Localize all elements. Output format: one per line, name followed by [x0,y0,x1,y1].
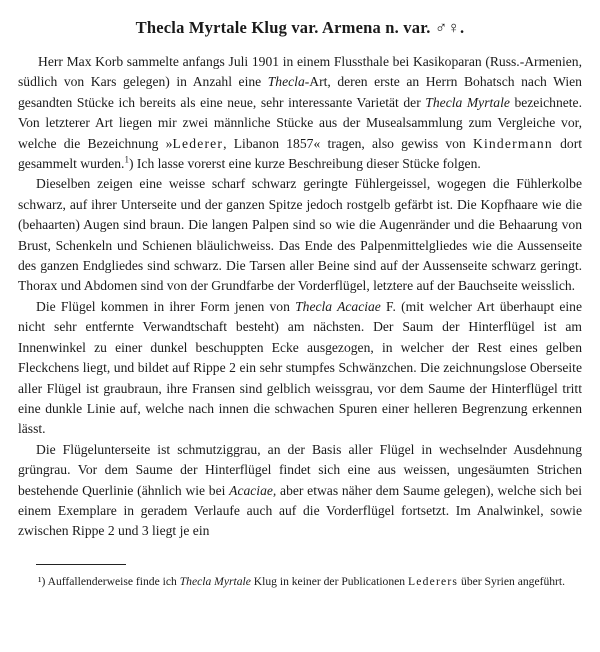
p1-text-b: -Art, deren erste an Herrn Bohatsch nach Wien gesandten Stücke ich bereits als eine neue, sehr interessante Varietät der [18,74,582,110]
p3-italic-thecla-acaciae: Thecla Acaciae [295,298,381,314]
p1-text-c: bezeichnete. Von letzterer Art liegen mir zwei männliche Stücke aus der Musealsammlung zum Vergleiche vor, welche die Bezeichnung » [18,94,582,151]
paragraph-2: Dieselben zeigen eine weisse scharf schwarz geringte Fühlergeissel, wogegen die Fühlerkolbe schwarz, auf ihrer Unterseite und der ganzen Spitze jedoch rostgelb gefärbt ist. Die Kopfhaare wie die (behaarten) Augen sind braun. Die langen Palpen sind so wie die Augenränder und die Behaarung von Brust, Schenkeln und Schienen bläulichweiss. Das Ende des Palpenmittelgliedes wie die Aussenseite des ganzen Endgliedes sind schwarz. Die Tarsen aller Beine sind auf der Aussenseite schwarz geringt. Thorax und Abdomen sind von der Grundfarbe der Vorderflügel, letztere auf der Bauchseite weisslich. [18,176,582,294]
title-author: Klug var. [251,18,319,37]
paragraph-1 [18,52,582,174]
article-title [18,18,582,38]
paragraph-4 [18,440,582,542]
title-variety: Armena [322,18,381,37]
p1-spaced-lederer: Lederer [172,135,224,151]
footnote-italic-thecla-myrtale: Thecla Myrtale [179,574,251,588]
p3-text-a: Die Flügel kommen in ihrer Form jenen von [36,298,296,314]
p4-italic-acaciae: Acaciae, [229,482,277,498]
paragraph-3 [18,297,582,440]
p1-text-d: , Libanon 1857« tragen, also gewiss von [223,135,473,151]
p1-italic-thecla: Thecla [267,74,305,90]
footnote-text-b: Klug in keiner der Publicationen [250,574,408,588]
footnote-spaced-lederers: Lederers [407,574,459,588]
p1-italic-thecla-myrtale: Thecla Myrtale [425,94,510,110]
footnote-reference: 1 [124,154,129,165]
footnote-divider [36,564,126,565]
footnote [18,573,582,590]
title-rest: n. var. ♂♀. [385,18,465,37]
p1-text-e: dort gesammelt wurden. [18,135,582,172]
footnote-text-c: über Syrien angeführt. [458,574,566,588]
p1-text-f: ) Ich lasse vorerst eine kurze Beschreibung dieser Stücke folgen. [128,156,481,172]
p4-text-a: Die Flügelunterseite ist schmutziggrau, an der Basis aller Flügel in wechselnder Ausdehnung grüngrau. Vor dem Saume der Hinterflügel findet sich eine aus weissen, ungesäumten Strichen bestehende Querlinie (ähnlich wie bei [18,441,582,498]
p1-text-a: Herr Max Korb sammelte anfangs Juli 1901 in einem Flussthale bei Kasikoparan (Russ.-Armenien, südlich von Kars gelegen) in Anzahl eine [18,54,582,90]
p4-text-b: aber etwas näher dem Saume gelegen), welche sich bei einem Exemplare in geradem Verlaufe auch auf die Vorderflügel fortsetzt. Im Analwinkel, sowie zwischen Rippe 2 und 3 liegt je ein [18,482,582,539]
footnote-text-a: ¹) Auffallenderweise finde ich [38,574,180,588]
title-species: Thecla Myrtale [135,18,248,37]
article-body [18,52,582,542]
p1-spaced-kindermann: Kindermann [472,135,553,151]
p3-text-b: F. (mit welcher Art überhaupt eine nicht sehr entfernte Verwandtschaft besteht) am nächsten. Der Saum der Hinterflügel ist am Innenwinkel zu einer dunkel beschuppten Ecke ausgezogen, in welcher der Rest eines gelben Fleckchens liegt, und bildet auf Rippe 2 ein sehr stumpfes Schwänzchen. Die zeichnungslose Oberseite aller Flügel ist graubraun, ihre Fransen sind gelblich weissgrau, vor dem Saume der Hinterflügel tritt eine dunkle Linie auf, welche nach innen die schwachen Spuren einer helleren Begrenzung erkennen lässt. [18,298,582,437]
